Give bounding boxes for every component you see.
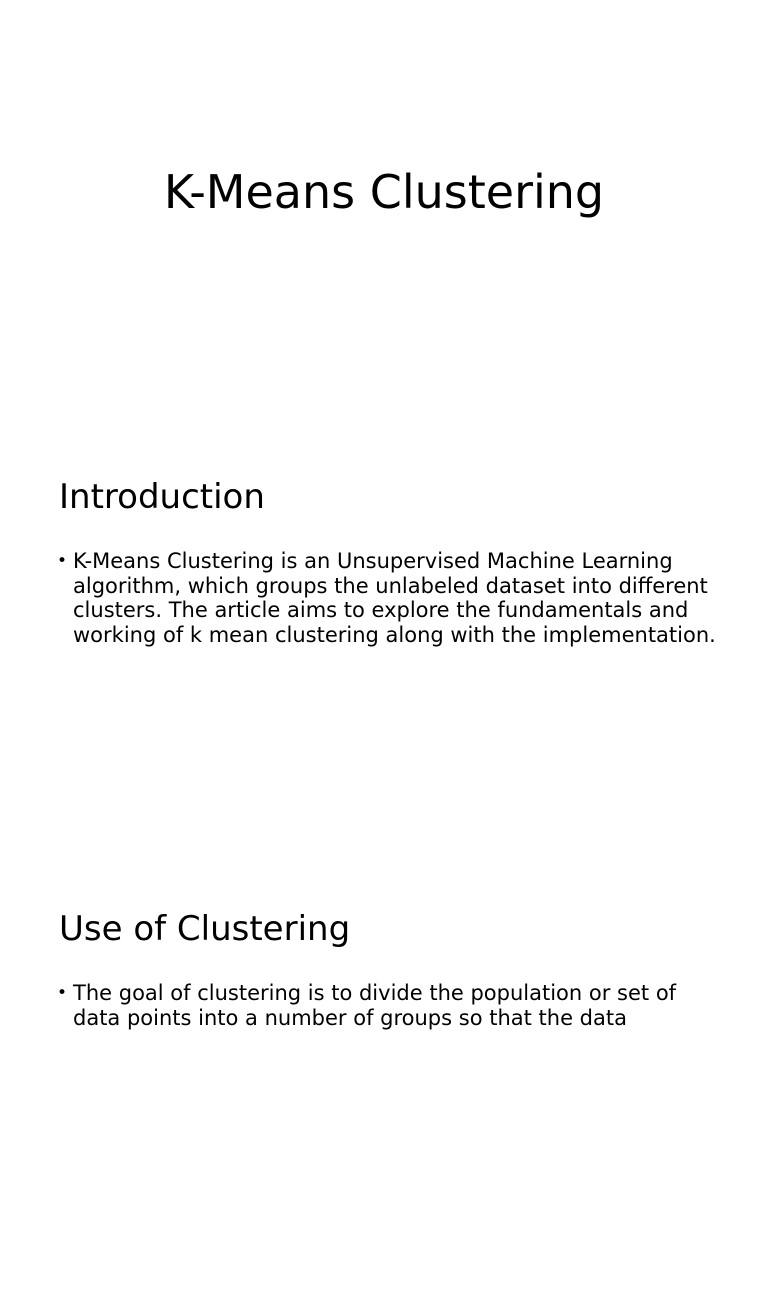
bullet-item — [57, 549, 717, 647]
slide-heading: Use of Clustering — [59, 909, 351, 949]
bullet-marker: • — [57, 551, 68, 571]
bullet-marker: • — [57, 983, 68, 1003]
bullet-list — [57, 981, 717, 1030]
content-slide-use-of-clustering — [0, 864, 768, 1296]
slide-heading: Introduction — [59, 477, 265, 517]
content-slide-introduction — [0, 432, 768, 864]
bullet-item — [57, 981, 717, 1030]
bullet-list — [57, 549, 717, 647]
bullet-text: K-Means Clustering is an Unsupervised Machine Learning algorithm, which groups the unlabeled dataset into different clusters. The article aims to explore the fundamentals and working of k mean clustering along with the implementation. — [73, 549, 716, 647]
slide-title: K-Means Clustering — [163, 165, 605, 219]
title-slide — [0, 0, 768, 432]
bullet-text: The goal of clustering is to divide the population or set of data points into a number of groups so that the data — [73, 981, 677, 1030]
